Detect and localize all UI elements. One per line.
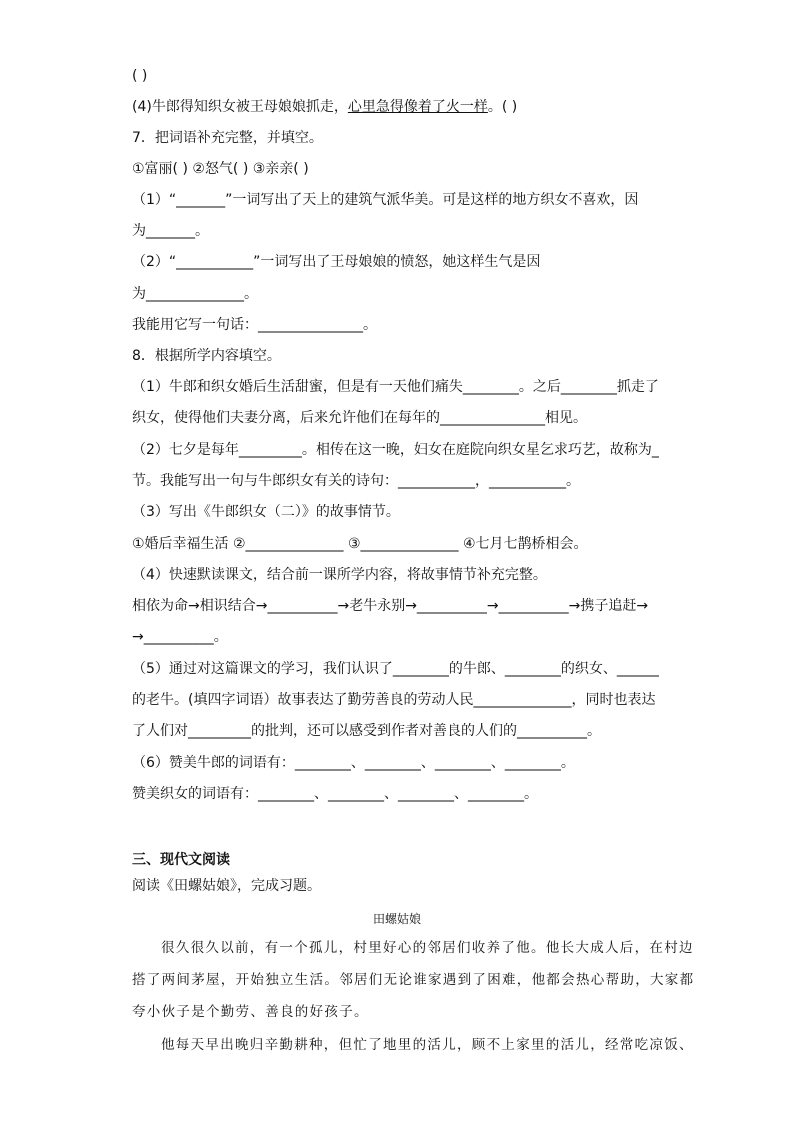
story-paragraph-line: 搭了两间茅屋，开始独立生活。邻居们无论谁家遇到了困难，他都会热心帮助，大家都 xyxy=(132,972,695,988)
question-8-4: （4）快速默读课文，结合前一课所学内容，将故事情节补充完整。 xyxy=(132,567,547,583)
question-7-words: ①富丽( ) ②怒气( ) ③亲亲( ) xyxy=(132,161,309,177)
story-title: 田螺姑娘 xyxy=(372,912,421,926)
question-8-5-cont: 的老牛。(填四字词语）故事表达了勤劳善良的劳动人民______________，同时也表达 xyxy=(132,692,656,708)
question-8-2: （2）七夕是每年_________。相传在这一晚，妇女在庭院向织女星乞求巧艺，故称为_ xyxy=(132,442,659,458)
question-8-5: （5）通过对这篇课文的学习，我们认识了________的牛郎、________的织女、______ xyxy=(132,661,659,677)
question-8-1: （1）牛郎和织女婚后生活甜蜜，但是有一天他们痛失________。之后________抓走了 xyxy=(132,379,659,395)
story-paragraph-line: 很久很久以前，有一个孤儿，村里好心的邻居们收养了他。他长大成人后，在村边 xyxy=(161,940,694,956)
question-8-6-cont: 赞美织女的词语有：________、________、________、________。 xyxy=(132,786,538,802)
question-8-3-plot: ①婚后幸福生活 ②______________ ③______________ ④七月七鹊桥相会。 xyxy=(132,536,588,552)
section-heading: 三、现代文阅读 xyxy=(132,852,230,868)
question-8-heading: 8．根据所学内容填空。 xyxy=(132,348,281,364)
question-4-text: (4)牛郎得知织女被王母娘娘抓走， xyxy=(132,99,348,115)
question-7-sentence: 我能用它写一句话：_______________。 xyxy=(132,317,377,333)
question-4-underlined: 心里急得像着了火一样 xyxy=(347,99,488,115)
question-7-1: （1）“_______”一词写出了天上的建筑气派华美。可是这样的地方织女不喜欢，因 xyxy=(132,192,639,208)
question-7-1-cont: 为_______。 xyxy=(132,223,209,239)
question-7-2: （2）“___________”一词写出了王母娘娘的愤怒，她这样生气是因 xyxy=(132,254,541,270)
question-7-2-cont: 为______________。 xyxy=(132,286,258,302)
story-paragraph-line: 他每天早出晚归辛勤耕种，但忙了地里的活儿，顾不上家里的活儿，经常吃凉饭、 xyxy=(161,1037,694,1053)
question-4-blank: 。( ) xyxy=(487,99,518,115)
answer-blank: ( ) xyxy=(132,68,148,84)
question-8-4-chain: 相依为命→相识结合→__________→老牛永别→__________→__________→携子追赶→ xyxy=(132,598,649,614)
story-paragraph-line: 夸小伙子是个勤劳、善良的好孩子。 xyxy=(132,1004,369,1020)
question-4 xyxy=(132,97,517,117)
question-8-5-cont2: 了人们对_________的批判，还可以感受到作者对善良的人们的__________。 xyxy=(132,723,601,739)
question-8-2-cont: 节。我能写出一句与牛郎织女有关的诗句：___________，___________。 xyxy=(132,473,580,489)
question-8-6: （6）赞美牛郎的词语有：________、________、________、________。 xyxy=(132,755,575,771)
reading-instruction: 阅读《田螺姑娘》，完成习题。 xyxy=(132,878,321,894)
question-8-3: （3）写出《牛郎织女（二）》的故事情节。 xyxy=(132,504,400,520)
question-8-1-cont: 织女，使得他们夫妻分离，后来允许他们在每年的_______________相见。 xyxy=(132,410,587,426)
question-7-heading: 7．把词语补充完整，并填空。 xyxy=(132,130,323,146)
question-8-4-chain-cont: →__________。 xyxy=(132,629,228,645)
